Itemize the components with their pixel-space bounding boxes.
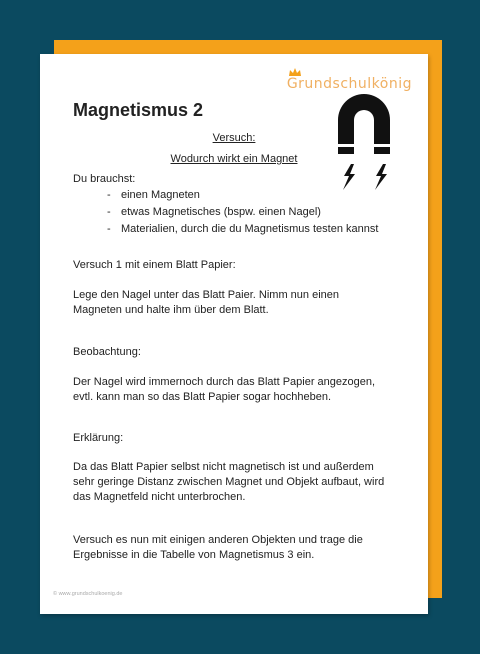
experiment-line: Magneten und halte ihm über dem Blatt. xyxy=(73,304,269,316)
brand-text: Grundschulkönig xyxy=(286,76,412,92)
materials-list xyxy=(107,187,378,238)
worksheet-page xyxy=(40,54,428,614)
subtitle-versuch: Versuch: xyxy=(212,132,256,144)
observation-heading: Beobachtung: xyxy=(73,346,141,358)
closing-line: Versuch es nun mit einigen anderen Objekten und trage die xyxy=(73,534,363,546)
page-title: Magnetismus 2 xyxy=(73,100,204,120)
footer-copyright: © www.grundschulkoenig.de xyxy=(53,591,123,597)
list-item: - Materialien, durch die du Magnetismus testen kannst xyxy=(107,223,379,235)
explanation-heading: Erklärung: xyxy=(73,432,124,444)
explanation-line: das Magnetfeld nicht unterbrochen. xyxy=(73,491,246,503)
experiment-line: Lege den Nagel unter das Blatt Paier. Nimm nun einen xyxy=(73,289,339,301)
horseshoe-magnet-icon xyxy=(338,94,390,154)
observation-line: Der Nagel wird immernoch durch das Blatt Papier angezogen, xyxy=(73,376,376,388)
list-item: - etwas Magnetisches (bspw. einen Nagel) xyxy=(107,206,321,218)
explanation-line: sehr geringe Distanz zwischen Magnet und Objekt aufbaut, wird xyxy=(73,476,385,488)
materials-heading: Du brauchst: xyxy=(73,173,136,185)
subtitle-question: Wodurch wirkt ein Magnet xyxy=(170,153,298,165)
observation-line: evtl. kann man so das Blatt Papier sogar hochheben. xyxy=(73,391,332,403)
brand-logo xyxy=(287,76,412,92)
list-item: - einen Magneten xyxy=(107,189,200,201)
explanation-line: Da das Blatt Papier selbst nicht magnetisch ist und außerdem xyxy=(73,461,374,473)
crown-icon xyxy=(289,68,301,76)
closing-line: Ergebnisse in die Tabelle von Magnetismus 3 ein. xyxy=(73,549,315,561)
experiment-heading: Versuch 1 mit einem Blatt Papier: xyxy=(73,259,236,271)
